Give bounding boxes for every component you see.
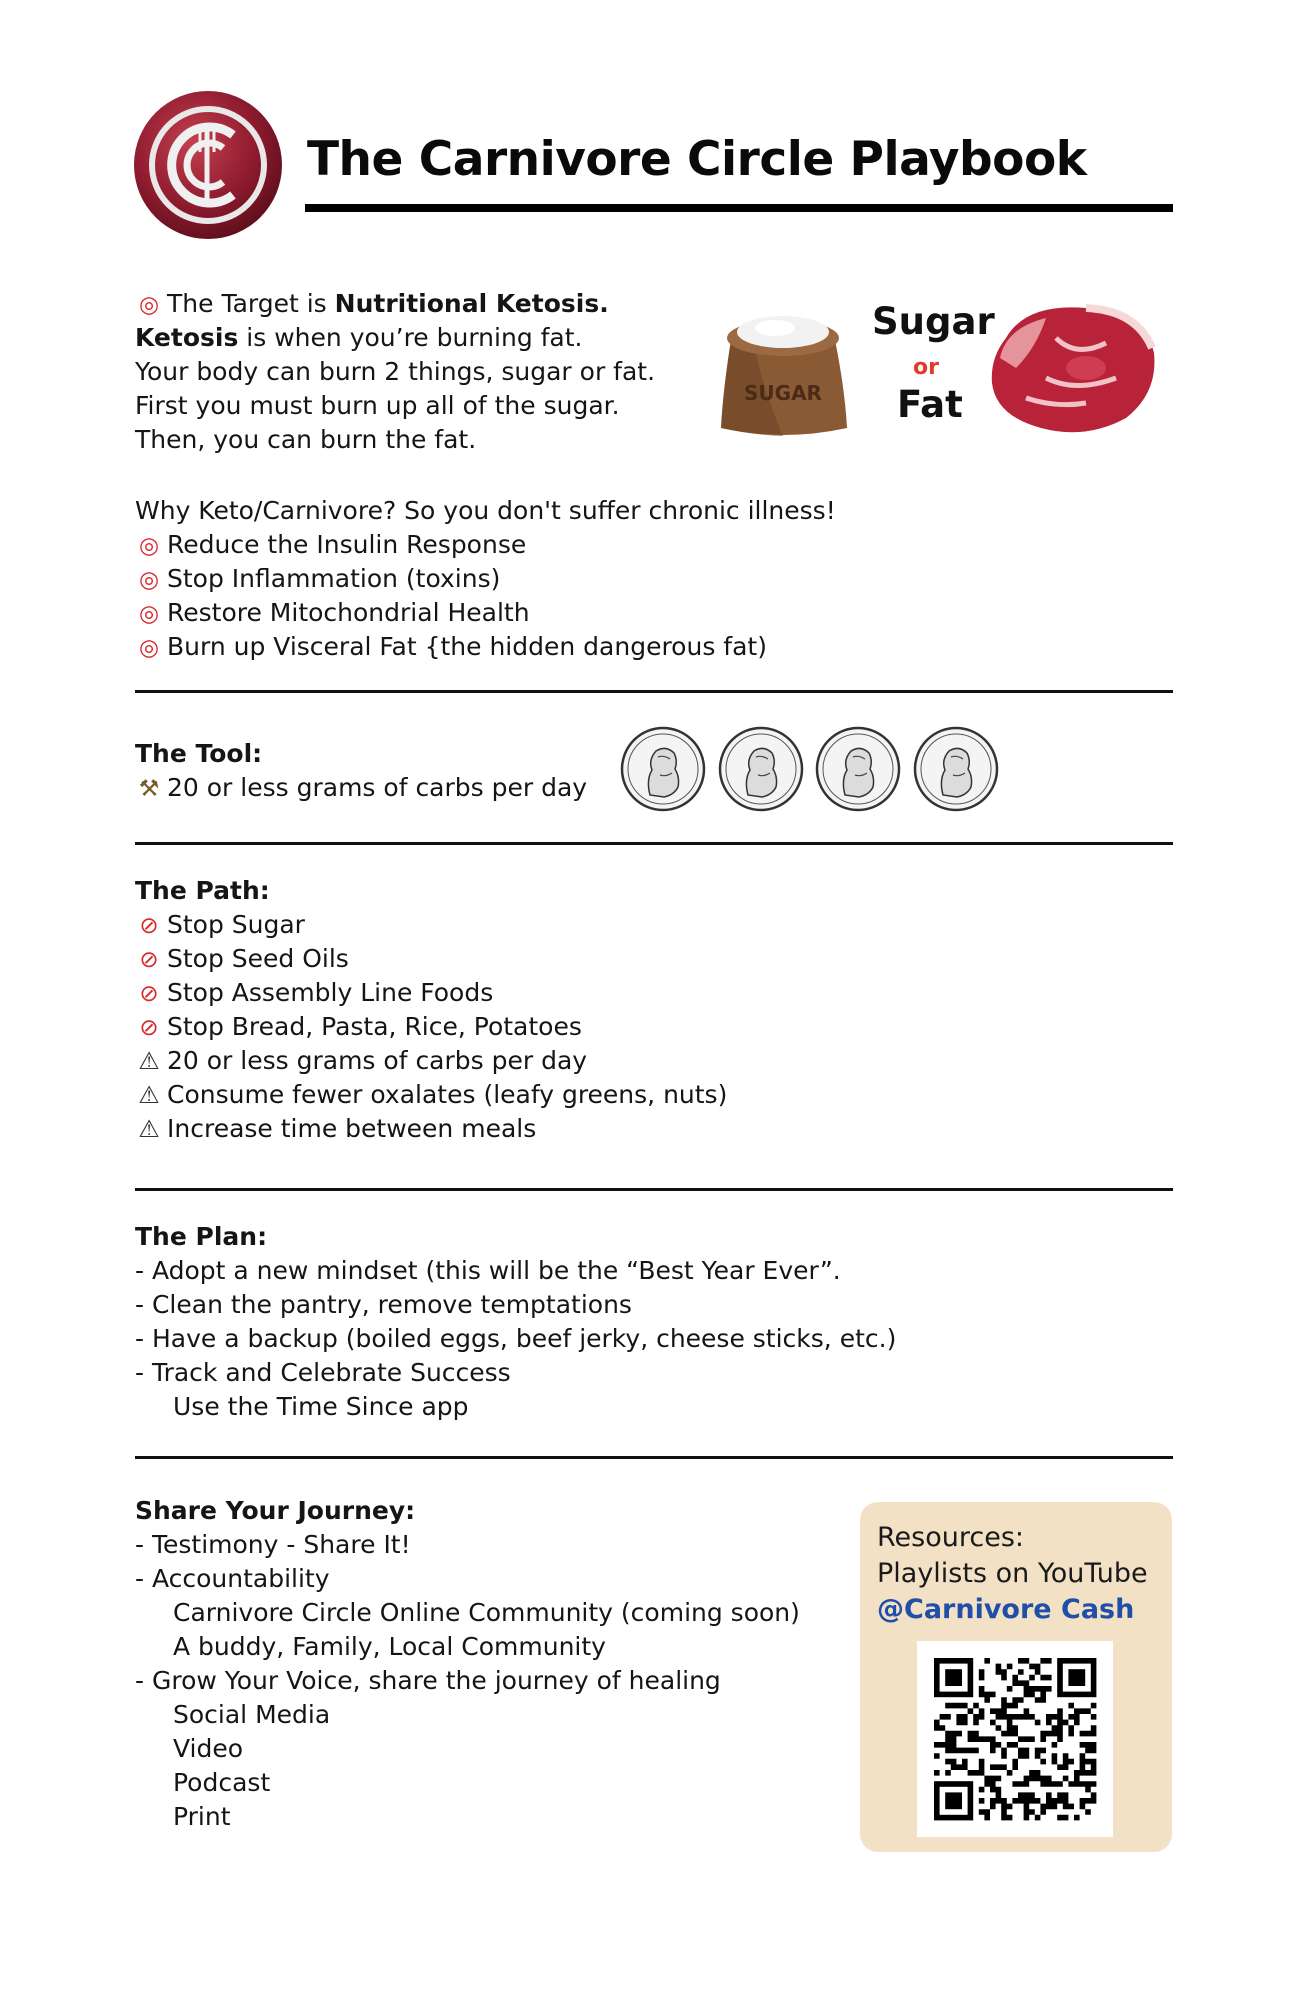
path-item xyxy=(135,1010,582,1045)
share-heading: Share Your Journey: xyxy=(135,1496,416,1525)
why-item xyxy=(135,562,500,597)
tool-heading: The Tool: xyxy=(135,739,263,768)
ketosis-rest: is when you’re burning fat. xyxy=(238,323,583,352)
no-entry-icon: ⊘ xyxy=(139,981,159,1007)
page-title: The Carnivore Circle Playbook xyxy=(307,132,1087,187)
nickel-coin xyxy=(718,725,804,813)
path-item xyxy=(135,908,305,943)
section-divider xyxy=(135,690,1173,693)
qr-code-image xyxy=(917,1641,1113,1837)
path-item-text: Consume fewer oxalates (leafy greens, nuts) xyxy=(167,1080,728,1109)
plan-sub-item: Use the Time Since app xyxy=(173,1392,469,1421)
share-sub-item: Print xyxy=(173,1802,231,1831)
target-icon: ◎ xyxy=(138,635,160,661)
section-divider xyxy=(135,842,1173,845)
ketosis-line xyxy=(135,321,583,355)
no-entry-icon: ⊘ xyxy=(139,913,159,939)
target-icon: ◎ xyxy=(138,567,160,593)
share-sub-item: Social Media xyxy=(173,1700,331,1729)
warning-icon: ⚠ xyxy=(138,1047,160,1075)
why-item-text: Restore Mitochondrial Health xyxy=(167,598,530,627)
youtube-handle-link[interactable]: @Carnivore Cash xyxy=(877,1594,1135,1625)
path-item-text: Increase time between meals xyxy=(167,1114,537,1143)
section-divider xyxy=(135,1188,1173,1191)
nickel-coin xyxy=(815,725,901,813)
path-item-text: Stop Bread, Pasta, Rice, Potatoes xyxy=(167,1012,582,1041)
why-item xyxy=(135,528,526,563)
burn-sugar-line: First you must burn up all of the sugar. xyxy=(135,391,620,420)
target-icon: ◎ xyxy=(138,292,160,318)
path-item-text: Stop Seed Oils xyxy=(167,944,349,973)
no-entry-icon: ⊘ xyxy=(139,1015,159,1041)
tool-item xyxy=(135,771,587,806)
share-sub-item: A buddy, Family, Local Community xyxy=(173,1632,606,1661)
sugar-sack-illustration xyxy=(713,300,855,440)
burn-fat-line: Then, you can burn the fat. xyxy=(135,425,477,454)
path-item xyxy=(135,1078,727,1112)
why-item-text: Stop Inflammation (toxins) xyxy=(167,564,501,593)
share-sub-item: Podcast xyxy=(173,1768,271,1797)
warning-icon: ⚠ xyxy=(138,1115,160,1143)
share-item: - Testimony - Share It! xyxy=(135,1530,411,1559)
path-item xyxy=(135,976,493,1011)
nickel-coin xyxy=(620,725,706,813)
tool-item-text: 20 or less grams of carbs per day xyxy=(167,773,588,802)
why-item-text: Reduce the Insulin Response xyxy=(167,530,527,559)
carnivore-circle-logo xyxy=(133,90,283,240)
fat-label: Fat xyxy=(897,383,963,426)
qr-finder-pattern xyxy=(934,1781,973,1820)
plan-item: - Have a backup (boiled eggs, beef jerky, cheese sticks, etc.) xyxy=(135,1324,897,1353)
plan-item: - Clean the pantry, remove temptations xyxy=(135,1290,632,1319)
target-prefix: The Target is xyxy=(167,289,335,318)
why-heading: Why Keto/Carnivore? So you don't suffer chronic illness! xyxy=(135,496,836,525)
path-item-text: Stop Assembly Line Foods xyxy=(167,978,494,1007)
no-entry-icon: ⊘ xyxy=(139,947,159,973)
path-item xyxy=(135,1044,587,1078)
target-icon: ◎ xyxy=(138,601,160,627)
steak-illustration xyxy=(986,298,1158,440)
body-burn-line: Your body can burn 2 things, sugar or fat. xyxy=(135,357,656,386)
why-item-text: Burn up Visceral Fat {the hidden dangerous fat) xyxy=(167,632,767,661)
tools-icon: ⚒ xyxy=(138,776,160,802)
resources-label: Resources: xyxy=(877,1522,1024,1553)
plan-heading: The Plan: xyxy=(135,1222,268,1251)
ketosis-bold: Ketosis xyxy=(135,323,239,352)
qr-code[interactable] xyxy=(917,1641,1113,1837)
path-item-text: Stop Sugar xyxy=(167,910,305,939)
share-item: - Accountability xyxy=(135,1564,330,1593)
share-sub-item: Video xyxy=(173,1734,244,1763)
why-item xyxy=(135,630,767,665)
plan-item: - Adopt a new mindset (this will be the “Best Year Ever”. xyxy=(135,1256,841,1285)
qr-finder-pattern xyxy=(1057,1658,1096,1697)
title-underline xyxy=(305,204,1173,212)
section-divider xyxy=(135,1456,1173,1459)
share-sub-item: Carnivore Circle Online Community (coming soon) xyxy=(173,1598,800,1627)
target-line xyxy=(135,287,609,322)
path-item-text: 20 or less grams of carbs per day xyxy=(167,1046,588,1075)
warning-icon: ⚠ xyxy=(138,1081,160,1109)
target-bold: Nutritional Ketosis. xyxy=(334,289,609,318)
target-icon: ◎ xyxy=(138,533,160,559)
share-item: - Grow Your Voice, share the journey of healing xyxy=(135,1666,721,1695)
path-heading: The Path: xyxy=(135,876,270,905)
sugar-label: Sugar xyxy=(872,300,995,343)
path-item xyxy=(135,1112,536,1146)
qr-finder-pattern xyxy=(934,1658,973,1697)
plan-item: - Track and Celebrate Success xyxy=(135,1358,511,1387)
resources-playlists: Playlists on YouTube xyxy=(877,1558,1148,1589)
nickel-coin xyxy=(913,725,999,813)
path-item xyxy=(135,942,349,977)
sugar-sack-label: SUGAR xyxy=(744,381,822,405)
why-item xyxy=(135,596,530,631)
or-label: or xyxy=(913,355,939,380)
